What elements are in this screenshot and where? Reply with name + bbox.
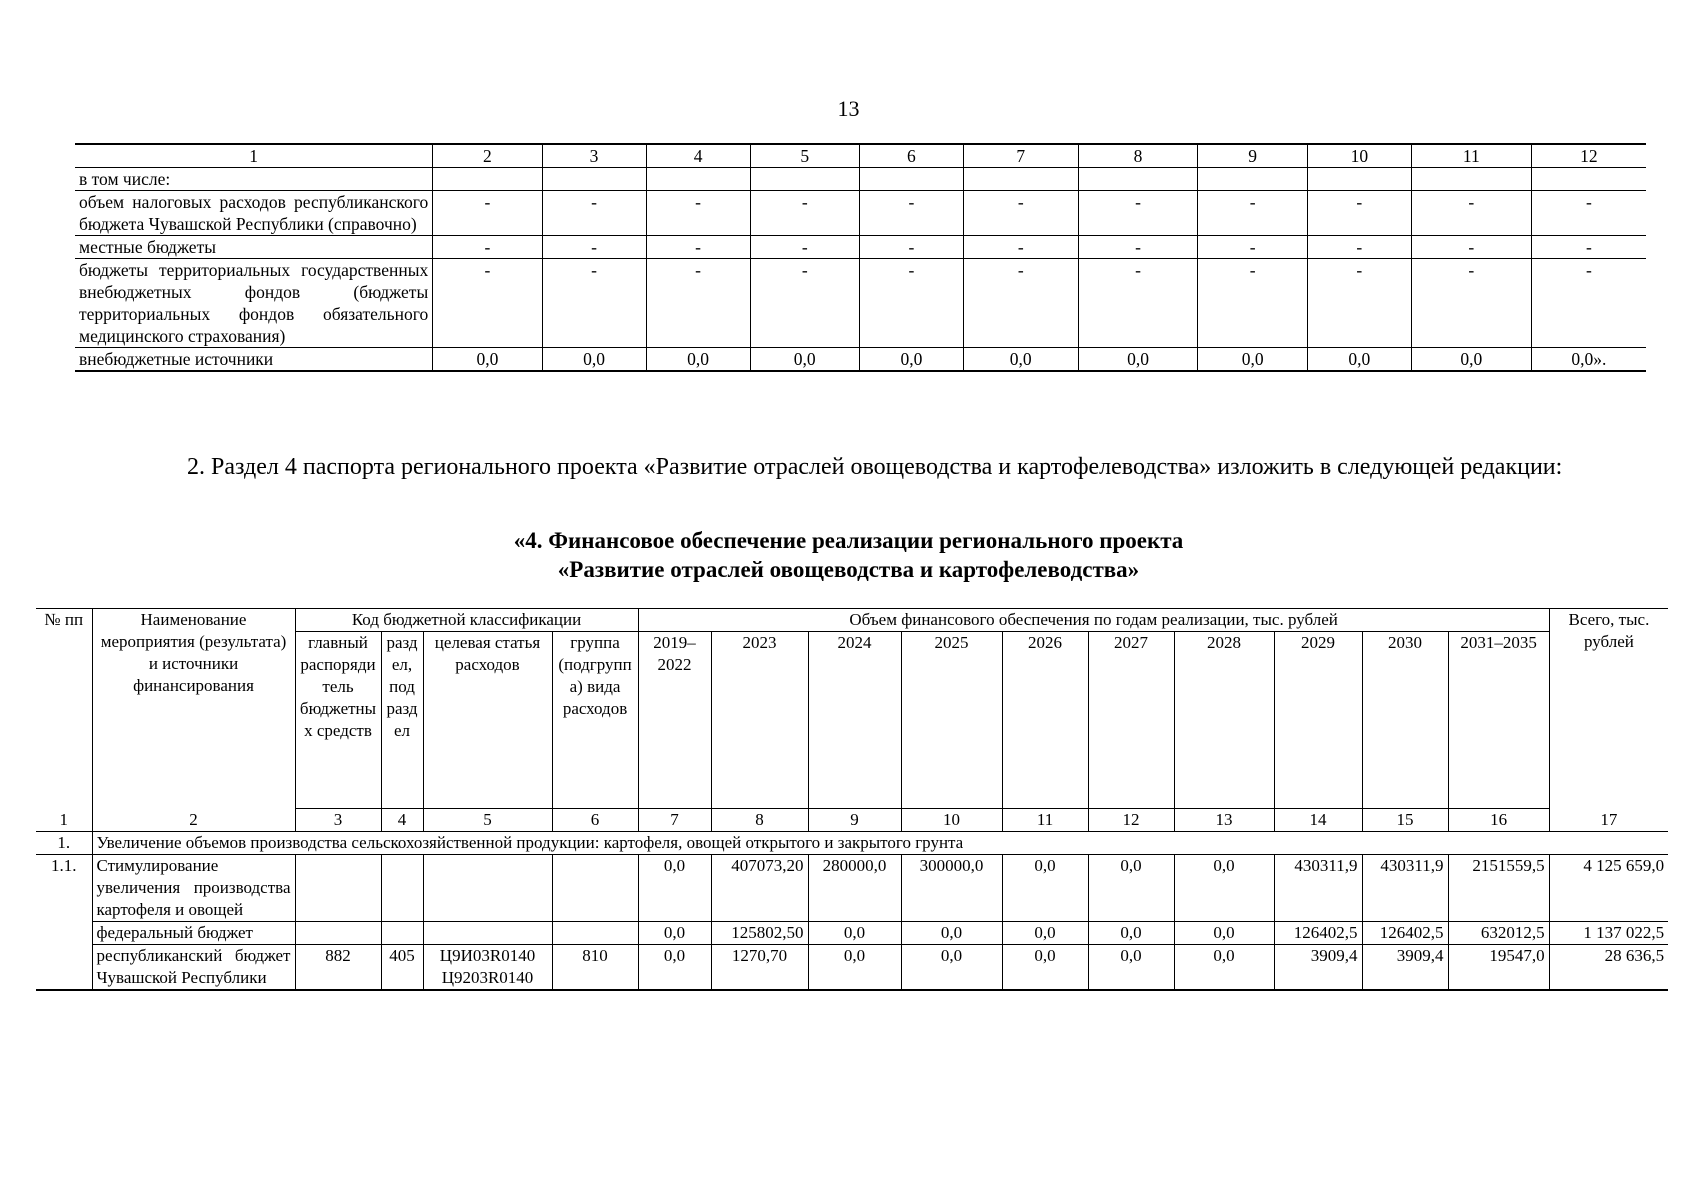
table-row <box>75 168 1646 191</box>
cell-value: - <box>433 236 542 259</box>
cell-total: 28 636,5 <box>1549 945 1668 991</box>
row-num: 1.1. <box>36 855 92 922</box>
cell-section: 405 <box>381 945 423 991</box>
cell-value: 3909,4 <box>1362 945 1448 991</box>
cell-value: 3909,4 <box>1274 945 1362 991</box>
column-number: 16 <box>1448 809 1549 832</box>
col-header-year: 2026 <box>1002 632 1088 809</box>
cell-value: - <box>646 236 750 259</box>
column-number: 7 <box>638 809 711 832</box>
cell-grbs <box>295 922 381 945</box>
column-number: 15 <box>1362 809 1448 832</box>
column-number: 4 <box>381 809 423 832</box>
col-header-grbs: главный распорядитель бюджетных средств <box>295 632 381 809</box>
cell-value: - <box>433 259 542 348</box>
cell-value: 0,0 <box>1198 348 1307 372</box>
row-name: Стимулирование увеличения производства картофеля и овощей <box>92 855 295 922</box>
col-header-year: 2023 <box>711 632 808 809</box>
cell-value: - <box>859 236 963 259</box>
cell-value: - <box>750 259 859 348</box>
column-number: 10 <box>1307 144 1411 168</box>
cell-value: - <box>1531 259 1646 348</box>
cell-value: 0,0 <box>1078 348 1198 372</box>
cell-value: - <box>542 236 646 259</box>
cell-value: - <box>1411 191 1531 236</box>
cell-value: 0,0 <box>638 922 711 945</box>
col-header-volume: Объем финансового обеспечения по годам реализации, тыс. рублей <box>638 609 1549 632</box>
cell-value: - <box>1078 191 1198 236</box>
column-number: 13 <box>1174 809 1274 832</box>
column-number: 9 <box>808 809 901 832</box>
column-number: 5 <box>750 144 859 168</box>
row-label: в том числе: <box>75 168 433 191</box>
instruction-paragraph: 2. Раздел 4 паспорта регионального проекта «Развитие отраслей овощеводства и картофелеводства» изложить в следующей редакции: <box>187 454 1563 480</box>
cell-value: - <box>963 259 1078 348</box>
cell-value: 0,0 <box>646 348 750 372</box>
col-header-name: Наименование мероприятия (результата) и источники финансирования <box>92 609 295 809</box>
cell-value: - <box>1198 191 1307 236</box>
table-row <box>75 191 1646 236</box>
col-header-target-article: целевая статья расходов <box>423 632 552 809</box>
cell-value: 0,0 <box>1002 855 1088 922</box>
column-number: 3 <box>542 144 646 168</box>
column-number: 2 <box>92 809 295 832</box>
section-num: 1. <box>36 832 92 855</box>
cell-value: 0,0 <box>1174 922 1274 945</box>
cell-value: 0,0 <box>750 348 859 372</box>
cell-total: 4 125 659,0 <box>1549 855 1668 922</box>
cell-target-article <box>423 922 552 945</box>
column-number: 11 <box>1411 144 1531 168</box>
table-row <box>75 236 1646 259</box>
cell-value: - <box>1198 259 1307 348</box>
row-label: местные бюджеты <box>75 236 433 259</box>
column-number: 12 <box>1531 144 1646 168</box>
cell-value: 0,0 <box>638 945 711 991</box>
cell-value <box>963 168 1078 191</box>
col-header-year: 2019–2022 <box>638 632 711 809</box>
col-header-year: 2024 <box>808 632 901 809</box>
cell-value: - <box>859 191 963 236</box>
cell-value <box>1198 168 1307 191</box>
cell-value: 0,0». <box>1531 348 1646 372</box>
col-header-year: 2031–2035 <box>1448 632 1549 809</box>
cell-value <box>1307 168 1411 191</box>
cell-value: - <box>646 191 750 236</box>
cell-grbs: 882 <box>295 945 381 991</box>
col-header-year: 2025 <box>901 632 1002 809</box>
cell-value: - <box>1411 236 1531 259</box>
cell-section <box>381 855 423 922</box>
column-number: 7 <box>963 144 1078 168</box>
cell-value <box>646 168 750 191</box>
cell-value: - <box>542 259 646 348</box>
cell-value: 0,0 <box>1307 348 1411 372</box>
table-row <box>75 259 1646 348</box>
col-header-year: 2027 <box>1088 632 1174 809</box>
column-number: 5 <box>423 809 552 832</box>
cell-value <box>1078 168 1198 191</box>
cell-value: - <box>859 259 963 348</box>
cell-value: 0,0 <box>808 945 901 991</box>
row-name: республиканский бюджет Чувашской Республики <box>92 945 295 991</box>
table-row <box>36 922 1668 945</box>
cell-total: 1 137 022,5 <box>1549 922 1668 945</box>
financial-table <box>36 608 1668 991</box>
column-number: 8 <box>711 809 808 832</box>
cell-value: 0,0 <box>1174 945 1274 991</box>
cell-value: - <box>1531 236 1646 259</box>
continuation-table <box>75 143 1646 372</box>
cell-value: - <box>1411 259 1531 348</box>
col-header-num: № пп <box>36 609 92 809</box>
cell-value: 280000,0 <box>808 855 901 922</box>
cell-value: 0,0 <box>901 945 1002 991</box>
section-heading-line: «Развитие отраслей овощеводства и картофелеводства» <box>557 557 1140 582</box>
cell-value <box>750 168 859 191</box>
cell-grbs <box>295 855 381 922</box>
cell-value: 0,0 <box>1088 945 1174 991</box>
col-header-year: 2029 <box>1274 632 1362 809</box>
cell-value: - <box>1078 259 1198 348</box>
section-title: Увеличение объемов производства сельскохозяйственной продукции: картофеля, овощей открытого и закрытого грунта <box>92 832 1668 855</box>
column-number: 11 <box>1002 809 1088 832</box>
column-number-row <box>36 809 1668 832</box>
table-row <box>75 348 1646 372</box>
cell-value: 126402,5 <box>1362 922 1448 945</box>
column-number: 2 <box>433 144 542 168</box>
cell-value: 19547,0 <box>1448 945 1549 991</box>
column-number: 1 <box>75 144 433 168</box>
col-header-expense-group: группа (подгруппа) вида расходов <box>552 632 638 809</box>
cell-value: 0,0 <box>433 348 542 372</box>
cell-value: - <box>1307 236 1411 259</box>
cell-expense-group <box>552 922 638 945</box>
cell-value <box>1531 168 1646 191</box>
column-number: 9 <box>1198 144 1307 168</box>
cell-value: 430311,9 <box>1274 855 1362 922</box>
cell-value: - <box>1198 236 1307 259</box>
cell-value: - <box>963 191 1078 236</box>
cell-expense-group: 810 <box>552 945 638 991</box>
cell-value: 430311,9 <box>1362 855 1448 922</box>
cell-value: 0,0 <box>901 922 1002 945</box>
table-row <box>36 855 1668 922</box>
column-number: 3 <box>295 809 381 832</box>
cell-value: 1270,70 <box>711 945 808 991</box>
cell-value: 0,0 <box>638 855 711 922</box>
cell-value: 126402,5 <box>1274 922 1362 945</box>
column-number: 6 <box>552 809 638 832</box>
page-number: 13 <box>837 96 860 121</box>
cell-value: - <box>750 236 859 259</box>
cell-value: 0,0 <box>859 348 963 372</box>
column-number: 10 <box>901 809 1002 832</box>
cell-value: 300000,0 <box>901 855 1002 922</box>
row-name: федеральный бюджет <box>92 922 295 945</box>
cell-value <box>1411 168 1531 191</box>
column-number-row <box>75 144 1646 168</box>
cell-value <box>542 168 646 191</box>
cell-value: 0,0 <box>1174 855 1274 922</box>
col-header-year: 2028 <box>1174 632 1274 809</box>
table-row <box>36 945 1668 991</box>
col-header-budget-code: Код бюджетной классификации <box>295 609 638 632</box>
cell-value: - <box>750 191 859 236</box>
section-row <box>36 832 1668 855</box>
cell-expense-group <box>552 855 638 922</box>
cell-value: 407073,20 <box>711 855 808 922</box>
row-label: бюджеты территориальных государственных внебюджетных фондов (бюджеты территориальных фондов обязательного медицинского страхования) <box>75 259 433 348</box>
column-number: 4 <box>646 144 750 168</box>
cell-value: - <box>1078 236 1198 259</box>
col-header-total: Всего, тыс. рублей <box>1549 609 1668 809</box>
cell-section <box>381 922 423 945</box>
row-label: объем налоговых расходов республиканского бюджета Чувашской Республики (справочно) <box>75 191 433 236</box>
cell-value: - <box>1307 259 1411 348</box>
cell-target-article <box>423 855 552 922</box>
row-label: внебюджетные источники <box>75 348 433 372</box>
cell-value: 125802,50 <box>711 922 808 945</box>
cell-value: 0,0 <box>1002 922 1088 945</box>
cell-value: 0,0 <box>1088 855 1174 922</box>
row-num <box>36 922 92 945</box>
cell-value: - <box>433 191 542 236</box>
column-number: 6 <box>859 144 963 168</box>
cell-value: 0,0 <box>1002 945 1088 991</box>
cell-value: 0,0 <box>963 348 1078 372</box>
cell-value: 0,0 <box>1088 922 1174 945</box>
column-number: 1 <box>36 809 92 832</box>
cell-value: - <box>542 191 646 236</box>
column-number: 14 <box>1274 809 1362 832</box>
column-number: 8 <box>1078 144 1198 168</box>
section-heading-line: «4. Финансовое обеспечение реализации регионального проекта <box>513 528 1184 553</box>
header-row <box>36 609 1668 632</box>
cell-value: 2151559,5 <box>1448 855 1549 922</box>
cell-target-article: Ц9И03R0140 Ц9203R0140 <box>423 945 552 991</box>
cell-value: 0,0 <box>808 922 901 945</box>
cell-value: - <box>646 259 750 348</box>
row-num <box>36 945 92 991</box>
cell-value: - <box>1531 191 1646 236</box>
cell-value: 0,0 <box>542 348 646 372</box>
column-number: 12 <box>1088 809 1174 832</box>
column-number: 17 <box>1549 809 1668 832</box>
cell-value: 632012,5 <box>1448 922 1549 945</box>
cell-value <box>859 168 963 191</box>
col-header-year: 2030 <box>1362 632 1448 809</box>
cell-value: 0,0 <box>1411 348 1531 372</box>
section-heading <box>0 526 1697 584</box>
cell-value: - <box>1307 191 1411 236</box>
cell-value <box>433 168 542 191</box>
col-header-section: раздел, подраздел <box>381 632 423 809</box>
cell-value: - <box>963 236 1078 259</box>
